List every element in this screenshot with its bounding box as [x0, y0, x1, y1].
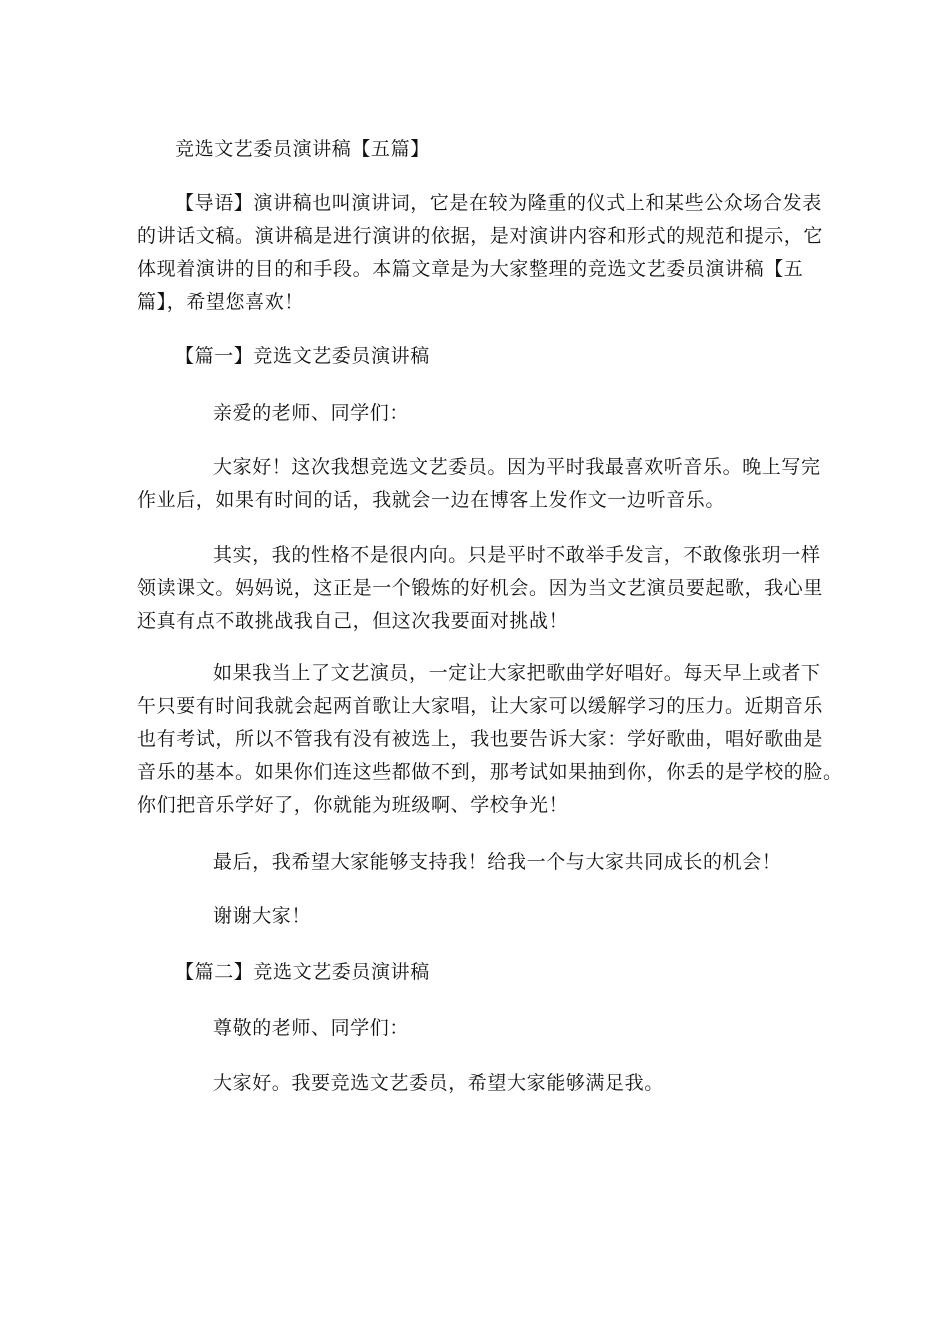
intro-paragraph [137, 187, 824, 319]
section-heading: 【篇一】竞选文艺委员演讲稿 [175, 345, 430, 367]
paragraph-line: 如果我当上了文艺演员，一定让大家把歌曲学好唱好。每天早上或者下 [213, 662, 821, 684]
paragraph-line: 还真有点不敢挑战我自己，但这次我要面对挑战！ [137, 610, 569, 632]
greeting-line: 尊敬的老师、同学们： [213, 1017, 410, 1039]
paragraph-line: 其实，我的性格不是很内向。只是平时不敢举手发言，不敢像张玥一样 [213, 544, 821, 566]
section1-paragraph-1 [137, 451, 821, 517]
intro-line: 篇】，希望您喜欢！ [137, 291, 304, 313]
paragraph-line: 大家好！这次我想竞选文艺委员。因为平时我最喜欢听音乐。晚上写完 [213, 456, 821, 478]
section-heading: 【篇二】竞选文艺委员演讲稿 [175, 961, 430, 983]
paragraph-line: 午只要有时间我就会起两首歌让大家唱，让大家可以缓解学习的压力。近期音乐 [137, 695, 824, 717]
paragraph-line: 谢谢大家！ [213, 905, 312, 927]
intro-line: 的讲话文稿。演讲稿是进行演讲的依据，是对演讲内容和形式的规范和提示，它 [137, 225, 824, 247]
paragraph-line: 最后，我希望大家能够支持我！给我一个与大家共同成长的机会！ [213, 851, 782, 873]
intro-line: 体现着演讲的目的和手段。本篇文章是为大家整理的竞选文艺委员演讲稿【五 [137, 258, 804, 280]
document-title [137, 133, 855, 166]
section1-greeting [137, 397, 893, 430]
section2-greeting [137, 1012, 893, 1045]
greeting-line: 亲爱的老师、同学们： [213, 402, 410, 424]
intro-line: 【导语】演讲稿也叫演讲词，它是在较为隆重的仪式上和某些公众场合发表 [175, 192, 822, 214]
paragraph-line: 你们把音乐学好了，你就能为班级啊、学校争光！ [137, 794, 569, 816]
paragraph-line: 音乐的基本。如果你们连这些都做不到，那考试如果抽到你，你丢的是学校的脸。 [137, 761, 843, 783]
section1-paragraph-3 [137, 657, 843, 822]
paragraph-line: 也有考试，所以不管我有没有被选上，我也要告诉大家：学好歌曲，唱好歌曲是 [137, 728, 824, 750]
section1-paragraph-4 [137, 846, 893, 879]
title-line: 竞选文艺委员演讲稿【五篇】 [175, 138, 430, 160]
paragraph-line: 大家好。我要竞选文艺委员，希望大家能够满足我。 [213, 1072, 664, 1094]
paragraph-line: 领读课文。妈妈说，这正是一个锻炼的好机会。因为当文艺演员要起歌，我心里 [137, 577, 824, 599]
section1-paragraph-2 [137, 539, 824, 638]
paragraph-line: 作业后，如果有时间的话，我就会一边在博客上发作文一边听音乐。 [137, 489, 726, 511]
section1-paragraph-5 [137, 900, 893, 933]
section2-paragraph-1 [137, 1067, 893, 1100]
section2-heading [137, 956, 855, 989]
section1-heading [137, 340, 855, 373]
